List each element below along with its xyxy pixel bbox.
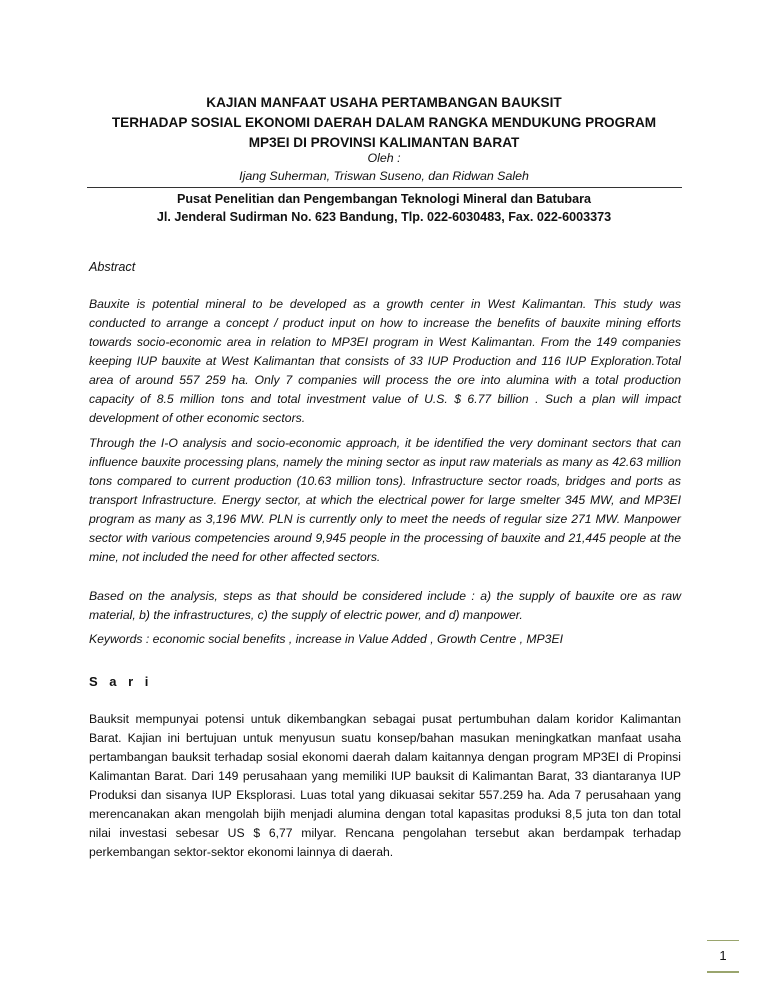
sari-paragraph: Bauksit mempunyai potensi untuk dikembangkan sebagai pusat pertumbuhan dalam koridor Kalimantan Barat. Kajian ini bertujuan untuk menyusun suatu konsep/bahan masukan meningkatkan manfaat usaha pertambangan bauksit terhadap sosial ekonomi daerah dalam kaitannya dengan program MP3EI di Propinsi Kalimantan Barat. Dari 149 perusahaan yang memiliki IUP bauksit di Kalimantan Barat, 33 diantaranya IUP Produksi dan sisanya IUP Eksplorasi. Luas total yang dikuasai sekitar 557.259 ha. Ada 7 perusahaan yang merencanakan akan mengolah bijih menjadi alumina dengan total kapasitas produksi 8,5 juta ton dan total nilai investasi sebesar US $ 6,77 milyar. Rencana pengolahan tersebut akan berdampak terhadap perkembangan sektor-sektor ekonomi lainnya di daerah. [89, 712, 681, 859]
title-line-1: KAJIAN MANFAAT USAHA PERTAMBANGAN BAUKSIT [206, 95, 562, 110]
byline-oleh: Oleh : [367, 151, 401, 165]
affiliation-name: Pusat Penelitian dan Pengembangan Teknologi Mineral dan Batubara [176, 192, 592, 206]
sari-heading: S a r i [89, 674, 153, 689]
title-line-2: TERHADAP SOSIAL EKONOMI DAERAH DALAM RANGKA MENDUKUNG PROGRAM [111, 115, 657, 130]
paper-title [60, 93, 708, 153]
author-list: Ijang Suherman, Triswan Suseno, dan Ridwan Saleh [239, 169, 529, 183]
title-line-3: MP3EI DI PROVINSI KALIMANTAN BARAT [248, 135, 520, 150]
affiliation-address: Jl. Jenderal Sudirman No. 623 Bandung, Tlp. 022-6030483, Fax. 022-6003373 [156, 210, 612, 224]
abstract-paragraph-1: Bauxite is potential mineral to be developed as a growth center in West Kalimantan. This study was conducted to arrange a concept / product input on how to increase the benefits of bauxite mining efforts towards socio-economic area in relation to MP3EI program in West Kalimantan. From the 149 companies keeping IUP bauxite at West Kalimantan that consists of 33 IUP Production and 116 IUP Exploration.Total area of around 557 259 ha. Only 7 companies will process the ore into alumina with a total production capacity of 8.5 million tons and total investment value of U.S. $ 6.77 billion . Such a plan will impact development of other economic sectors. [89, 297, 681, 425]
abstract-heading: Abstract [89, 260, 136, 274]
page-number: 1 [719, 948, 727, 963]
abstract-paragraph-3: Based on the analysis, steps as that should be considered include : a) the supply of bauxite ore as raw material, b) the infrastructures, c) the supply of electric power, and d) manpower. [89, 589, 681, 622]
abstract-paragraph-2: Through the I-O analysis and socio-economic approach, it be identified the very dominant sectors that can influence bauxite processing plans, namely the mining sector as input raw materials as many as 42.63 million tons compared to current production (10.63 million tons). Infrastructure sector roads, bridges and ports as transport Infrastructure. Energy sector, at which the electrical power for large smelter 345 MW, and MP3EI program as many as 3,196 MW. PLN is currently only to meet the needs of regular size 271 MW. Manpower sector with various competencies around 9,945 people in the processing of bauxite and 21,445 people at the mine, not included the need for other affected sectors. [89, 436, 681, 564]
header-divider [87, 187, 682, 188]
keywords: Keywords : economic social benefits , increase in Value Added , Growth Centre , MP3EI [89, 632, 563, 646]
page-number-box [707, 940, 739, 973]
